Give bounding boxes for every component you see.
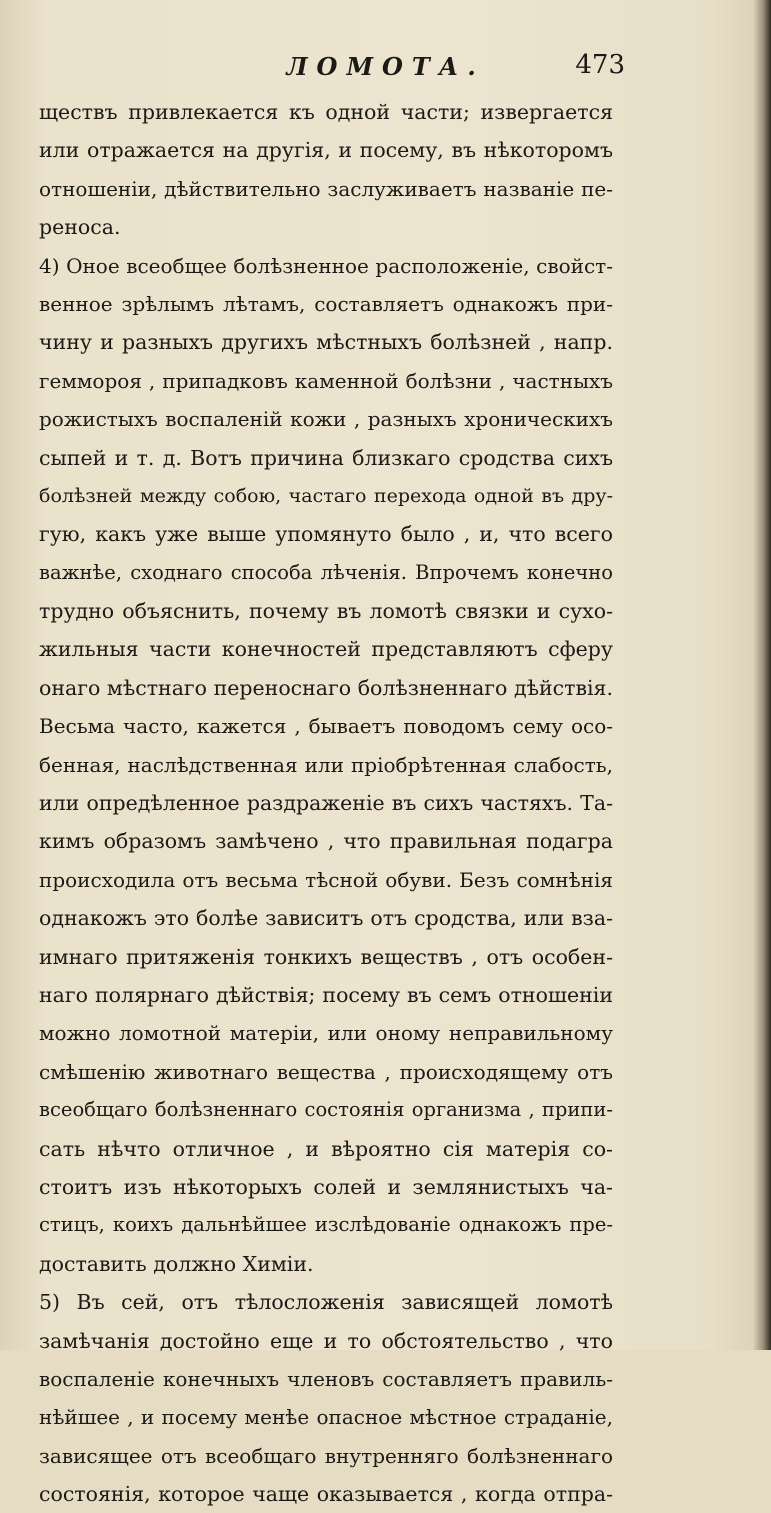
text-line: можно ломотной матеріи, или оному неправильному [39,1021,613,1046]
text-line: сыпей и т. д. Вотъ причина близкаго сродства сихъ [39,445,613,470]
text-line: нѣйшее , и посему менѣе опасное мѣстное страданіе, [39,1405,613,1430]
text-line: реноса. [39,215,121,240]
text-line: или опредѣленное раздраженіе въ сихъ частяхъ. Та- [39,791,613,816]
text-line: бенная, наслѣдственная или пріобрѣтенная слабость, [39,752,613,777]
text-line: замѣчанія достойно еще и то обстоятельство , что [39,1328,613,1353]
text-line: геммороя , припадковъ каменной болѣзни , частныхъ [39,368,613,393]
text-line: происходила отъ весьма тѣсной обуви. Безъ сомнѣнія [39,867,613,892]
text-line: отношеніи, дѣйствительно заслуживаетъ названіе пе- [39,176,613,201]
text-line: ществъ привлекается къ одной части; извергается [39,100,613,124]
text-line: трудно объяснить, почему въ ломотѣ связки и сухо- [39,599,613,624]
text-line: стицъ, коихъ дальнѣйшее изслѣдованіе однакожъ пре- [39,1213,613,1237]
text-line: чину и разныхъ другихъ мѣстныхъ болѣзней , напр. [39,330,613,355]
text-line: всеобщаго болѣзненнаго состоянія организма , припи- [39,1098,613,1122]
text-line: жильныя части конечностей представляютъ сферу [39,637,613,662]
text-line: онаго мѣстнаго переноснаго болѣзненнаго дѣйствія. [39,675,613,700]
text-line: рожистыхъ воспаленій кожи , разныхъ хроническихъ [39,407,613,432]
text-line: однакожъ это болѣе зависитъ отъ сродства, или вза- [39,906,613,931]
text-line: воспаленіе конечныхъ членовъ составляетъ правиль- [39,1366,613,1391]
text-line: состоянія, которое чаще оказывается , когда отпра- [39,1482,613,1507]
page-number: 473 [575,50,625,80]
running-title: ЛОМОТА. [286,52,485,81]
text-line: болѣзней между собою, частаго перехода одной въ дру- [39,484,613,507]
page-header [0,52,771,92]
text-line: смѣшенію животнаго вещества , происходящему отъ [39,1059,613,1084]
text-line: Весьма часто, кажется , бываетъ поводомъ сему осо- [39,714,613,739]
text-line: венное зрѣлымъ лѣтамъ, составляетъ однакожъ при- [39,291,613,316]
text-line: 5) Въ сей, отъ тѣлосложенія зависящей ломотѣ [39,1290,613,1315]
text-line: стоитъ изъ нѣкоторыхъ солей и землянистыхъ ча- [39,1174,613,1199]
text-line: зависящее отъ всеобщаго внутренняго болѣзненнаго [39,1443,613,1468]
text-line: важнѣе, сходнаго способа лѣченія. Впрочемъ конечно [39,560,613,584]
text-line: гую, какъ уже выше упомянуто было , и, что всего [39,522,613,547]
text-line: имнаго притяженія тонкихъ веществъ , отъ особен- [39,944,613,969]
page-edge-shadow [753,0,771,1350]
text-line: доставить должно Химіи. [39,1251,314,1276]
text-line: сать нѣчто отличное , и вѣроятно сія матерія со- [39,1136,613,1161]
text-line: кимъ образомъ замѣчено , что правильная подагра [39,829,613,854]
body-text [39,93,613,1513]
text-line: наго полярнаго дѣйствія; посему въ семъ отношеніи [39,982,613,1007]
text-line: 4) Оное всеобщее болѣзненное расположеніе, свойст- [39,253,613,278]
text-line: или отражается на другія, и посему, въ нѣкоторомъ [39,138,613,163]
